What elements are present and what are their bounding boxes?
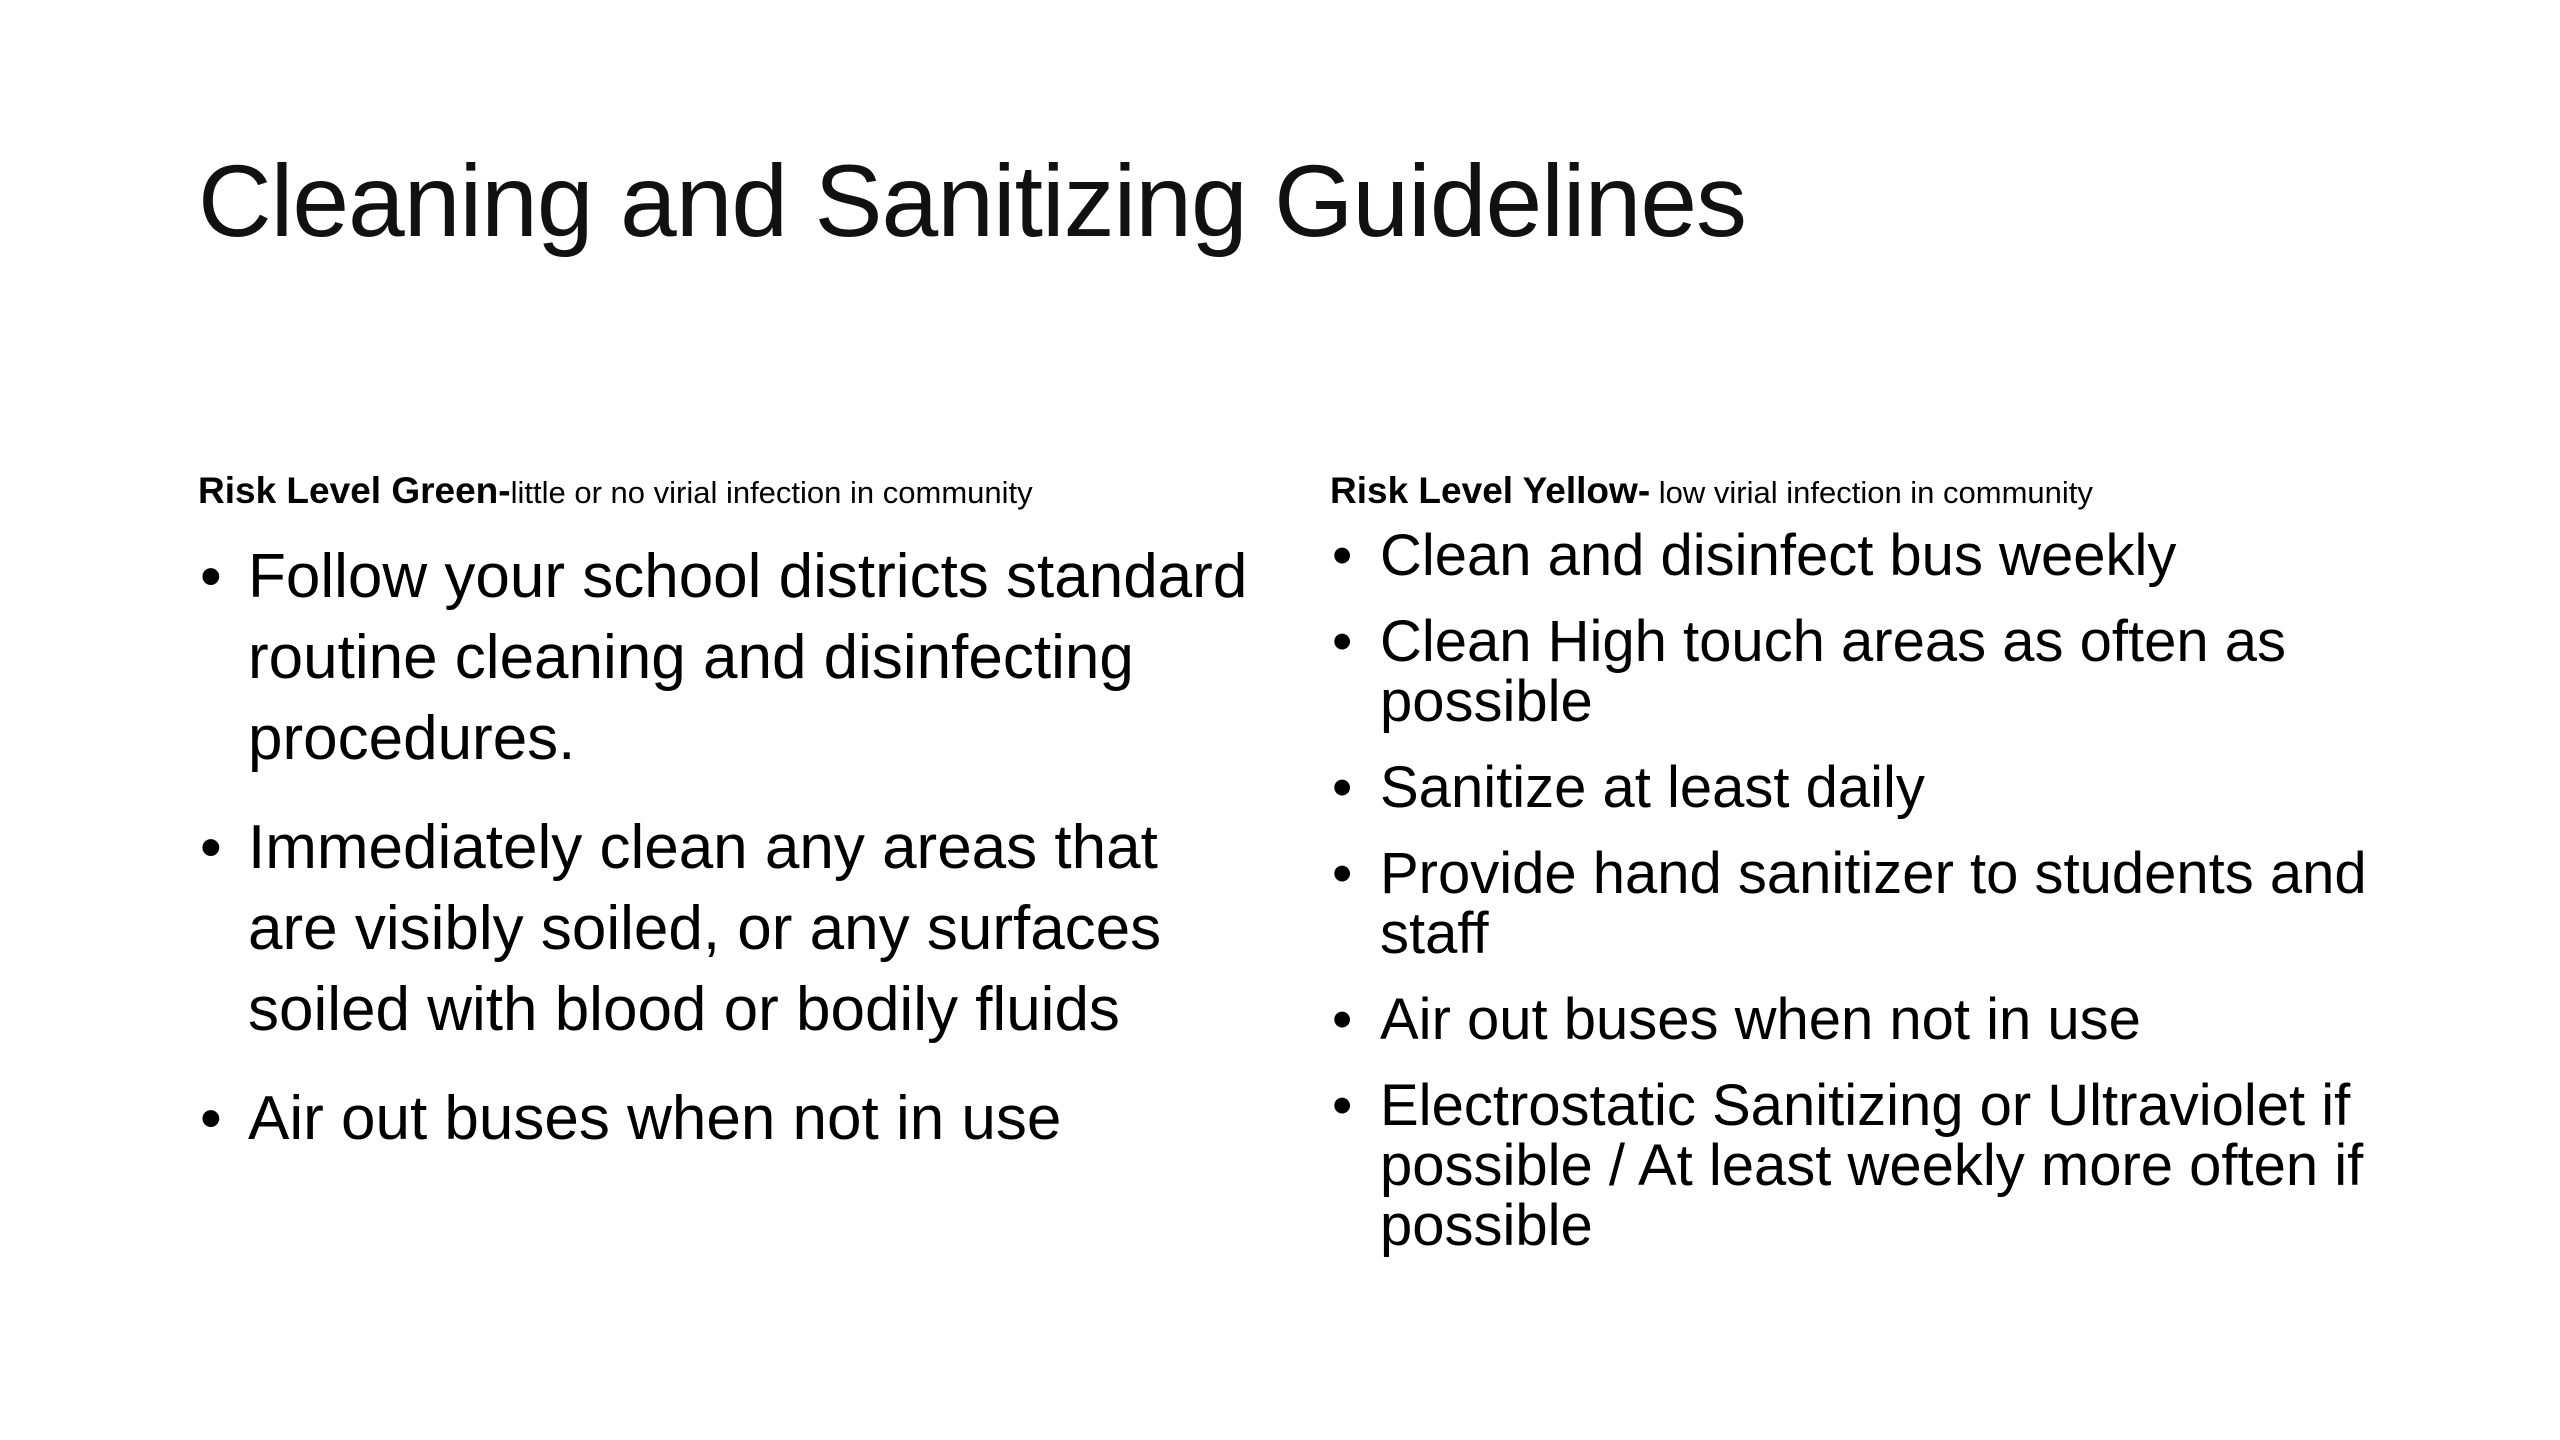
risk-level-yellow-list (1330, 523, 2440, 1258)
risk-level-green-description: little or no virial infection in community (510, 475, 1033, 510)
list-item-text: Follow your school districts standard routine cleaning and disinfecting procedures. (248, 542, 1248, 773)
bullet-icon: • (1332, 841, 1353, 906)
risk-level-green-list (198, 536, 1258, 1159)
list-item-text: Immediately clean any areas that are visibly soiled, or any surfaces soiled with blood or bodily fluids (248, 813, 1162, 1044)
bullet-icon: • (200, 542, 222, 611)
list-item (198, 1078, 1258, 1159)
risk-level-green-label: Risk Level Green- (198, 470, 511, 511)
list-item (1330, 987, 2440, 1052)
bullet-icon: • (1332, 755, 1353, 820)
list-item-text: Electrostatic Sanitizing or Ultraviolet if possible / At least weekly more often if possible (1380, 1073, 2364, 1258)
bullet-icon: • (1332, 523, 1353, 588)
list-item (1330, 609, 2440, 734)
list-item (1330, 755, 2440, 820)
list-item-text: Air out buses when not in use (248, 1084, 1062, 1153)
list-item (1330, 1073, 2440, 1258)
risk-level-yellow-description: low virial infection in community (1650, 475, 2093, 510)
risk-level-yellow-column (1330, 470, 2440, 1282)
list-item (1330, 523, 2440, 588)
list-item (198, 536, 1258, 779)
list-item (1330, 841, 2440, 966)
bullet-icon: • (200, 813, 222, 882)
risk-level-green-heading (198, 470, 1258, 512)
risk-level-yellow-label: Risk Level Yellow- (1330, 470, 1651, 511)
slide-title: Cleaning and Sanitizing Guidelines (198, 144, 1747, 258)
list-item-text: Provide hand sanitizer to students and staff (1380, 841, 2367, 966)
bullet-icon: • (200, 1084, 222, 1153)
bullet-icon: • (1332, 609, 1353, 674)
bullet-icon: • (1332, 987, 1353, 1052)
bullet-icon: • (1332, 1073, 1353, 1138)
list-item-text: Clean High touch areas as often as possible (1380, 609, 2286, 734)
list-item-text: Sanitize at least daily (1380, 755, 1925, 820)
list-item-text: Air out buses when not in use (1380, 987, 2141, 1052)
list-item-text: Clean and disinfect bus weekly (1380, 523, 2177, 588)
risk-level-green-column (198, 470, 1258, 1187)
list-item (198, 807, 1258, 1050)
risk-level-yellow-heading (1330, 470, 2440, 512)
